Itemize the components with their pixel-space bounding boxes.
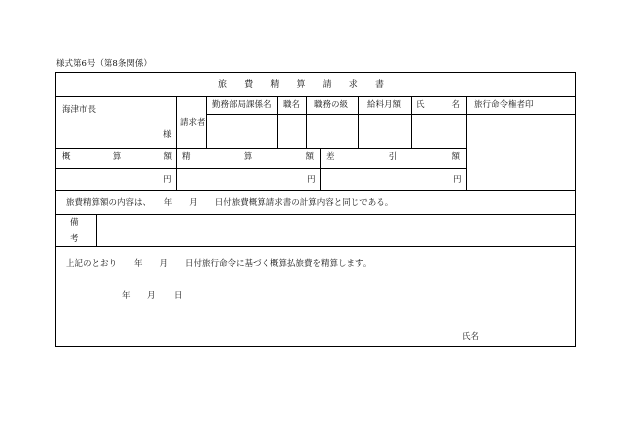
difference-unit: 円	[453, 175, 462, 185]
rule-position-right	[306, 96, 307, 148]
estimate-label-char: 概	[62, 152, 71, 162]
rule-department-right	[277, 96, 278, 148]
remarks-label-char: 備	[70, 218, 79, 228]
title-char: 費	[244, 80, 254, 90]
settlement-label-char: 額	[305, 152, 314, 162]
requester-label: 請求者	[180, 118, 206, 128]
rule-name-right	[466, 96, 467, 190]
addressee-name: 海津市長	[62, 105, 97, 115]
estimate-label	[62, 153, 172, 162]
settlement-label	[182, 153, 314, 162]
title-char: 求	[348, 80, 358, 90]
estimate-label-char: 額	[163, 152, 172, 162]
title-char: 書	[374, 80, 384, 90]
column-salary: 給料月額	[367, 100, 402, 110]
rule-remarks-label-right	[96, 214, 97, 246]
settlement-unit: 円	[307, 175, 316, 185]
column-department: 勤務部局課係名	[212, 100, 272, 110]
rule-requester-right	[206, 96, 207, 148]
remarks-label-char: 考	[70, 234, 79, 244]
rule-amount-labels	[55, 168, 466, 169]
difference-label-char: 差	[326, 152, 335, 162]
date-day: 日	[174, 291, 183, 301]
column-grade: 職務の級	[314, 100, 349, 110]
settlement-label-char: 精	[182, 152, 191, 162]
title-char: 精	[270, 80, 280, 90]
rule-salary-right	[411, 96, 412, 148]
column-authorizer-seal: 旅行命令権者印	[474, 100, 534, 110]
column-name-char: 名	[451, 100, 460, 110]
rule-below-requester	[55, 148, 466, 149]
difference-label-char: 額	[451, 152, 460, 162]
declaration-text: 上記のとおり 年 月 日付旅行命令に基づく概算払旅費を精算します。	[66, 259, 372, 269]
title-char: 算	[296, 80, 306, 90]
difference-label-char: 引	[388, 152, 398, 162]
estimate-label-char: 算	[112, 152, 122, 162]
form-title	[218, 81, 384, 90]
statement-text: 旅費精算額の内容は、 年 月 日付旅費概算請求書の計算内容と同じである。	[66, 198, 394, 208]
rule-header-bottom	[206, 114, 576, 115]
rule-grade-right-upper	[358, 96, 359, 148]
column-name-char: 氏	[416, 100, 425, 110]
rule-below-remarks	[55, 246, 576, 247]
date-month: 月	[147, 291, 156, 301]
title-char: 旅	[218, 80, 228, 90]
rule-below-title	[55, 96, 576, 97]
column-name	[416, 101, 460, 110]
addressee-honorific: 様	[163, 130, 172, 140]
rule-addressee-right	[176, 96, 177, 190]
estimate-unit: 円	[163, 175, 172, 185]
title-char: 請	[322, 80, 332, 90]
date-year: 年	[122, 291, 131, 301]
difference-label	[326, 153, 460, 162]
form-number: 様式第6号（第8条関係）	[56, 59, 152, 69]
settlement-label-char: 算	[243, 152, 253, 162]
rule-grade-right	[320, 148, 321, 190]
rule-below-amounts	[55, 190, 576, 191]
rule-below-statement	[55, 214, 576, 215]
signature-label: 氏名	[462, 332, 480, 342]
column-position: 職名	[283, 100, 301, 110]
